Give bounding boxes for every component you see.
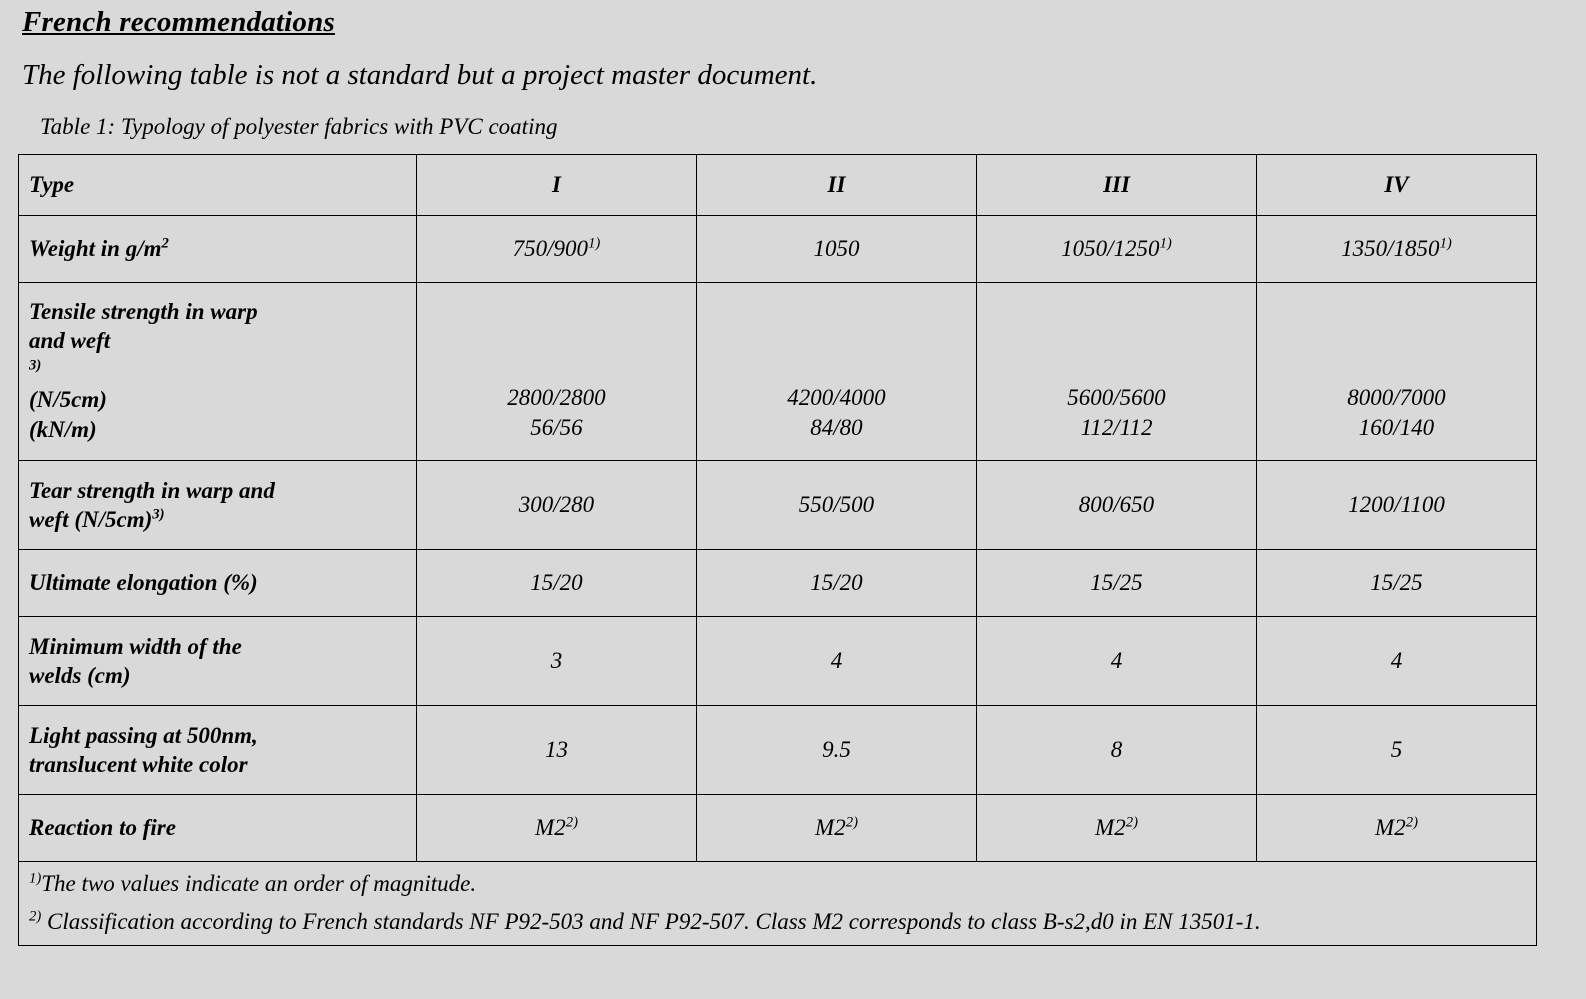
table-row (19, 617, 1537, 706)
cell-text: M2 (535, 815, 566, 841)
cell-sup: 1) (1159, 235, 1172, 252)
cell-text: M2 (1375, 815, 1406, 841)
cell-sup: 2) (845, 814, 858, 831)
table-row (19, 283, 1537, 461)
row-label-weight-text: Weight in g/m (29, 236, 162, 262)
cell-light-ii: 9.5 (697, 706, 977, 795)
table-footnotes (19, 862, 1537, 946)
cell-weight-ii (697, 216, 977, 283)
cell-text: 750/900 (512, 236, 589, 262)
footnote-marker: 1) (29, 870, 42, 887)
cell-sup: 1) (1439, 235, 1452, 252)
table-row (19, 216, 1537, 283)
table-row (19, 706, 1537, 795)
cell-line: 112/112 (1080, 414, 1153, 440)
cell-line: 2800/2800 (507, 385, 606, 411)
cell-sup: 2) (1125, 814, 1138, 831)
row-label-sup: 3) (29, 357, 42, 374)
column-header-iv: IV (1257, 155, 1537, 216)
cell-tensile-iii (977, 283, 1257, 461)
row-label-weight-sup: 2 (161, 235, 169, 252)
cell-elongation-i: 15/20 (417, 550, 697, 617)
cell-sup: 1) (588, 235, 601, 252)
cell-text: 1350/1850 (1341, 236, 1440, 262)
cell-line: 84/80 (810, 414, 863, 440)
row-label-line: Minimum width of the (29, 633, 242, 659)
cell-light-i: 13 (417, 706, 697, 795)
cell-weld-ii: 4 (697, 617, 977, 706)
cell-fire-iv (1257, 795, 1537, 862)
cell-tear-iv: 1200/1100 (1257, 461, 1537, 550)
row-label-tear-strength (19, 461, 417, 550)
cell-elongation-iii: 15/25 (977, 550, 1257, 617)
cell-text: M2 (1095, 815, 1126, 841)
cell-elongation-iv: 15/25 (1257, 550, 1537, 617)
footnote-text: Classification according to French standards NF P92-503 and NF P92-507. Class M2 corresponds to class B-s2,d0 in EN 13501-1. (41, 909, 1261, 935)
footnote-2 (29, 907, 1526, 937)
cell-line: 8000/7000 (1347, 385, 1446, 411)
intro-paragraph: The following table is not a standard but a project master document. (22, 59, 818, 91)
cell-line: 160/140 (1358, 414, 1435, 440)
cell-tear-iii: 800/650 (977, 461, 1257, 550)
cell-light-iv: 5 (1257, 706, 1537, 795)
cell-fire-ii (697, 795, 977, 862)
table-row (19, 795, 1537, 862)
table-row (19, 461, 1537, 550)
row-label-line: (kN/m) (29, 416, 97, 442)
cell-tensile-i (417, 283, 697, 461)
row-label-reaction-to-fire: Reaction to fire (19, 795, 417, 862)
row-label-line: translucent white color (29, 752, 248, 777)
row-label-tensile-strength (19, 283, 417, 461)
cell-weight-iii (977, 216, 1257, 283)
cell-weld-iii: 4 (977, 617, 1257, 706)
cell-weld-i: 3 (417, 617, 697, 706)
cell-line: 5600/5600 (1067, 385, 1166, 411)
cell-tear-ii: 550/500 (697, 461, 977, 550)
cell-weight-iv (1257, 216, 1537, 283)
row-label-line: weft (N/5cm) (29, 507, 153, 532)
row-label-line: (N/5cm) (29, 387, 107, 413)
cell-elongation-ii: 15/20 (697, 550, 977, 617)
cell-line: 56/56 (530, 414, 583, 440)
row-label-weight (19, 216, 417, 283)
row-label-line: and weft (29, 328, 111, 354)
cell-tensile-iv (1257, 283, 1537, 461)
row-label-line: Light passing at 500nm, (29, 722, 258, 748)
table-footnotes-row (19, 862, 1537, 946)
table-caption: Table 1: Typology of polyester fabrics with PVC coating (40, 114, 558, 139)
column-header-type: Type (19, 155, 417, 216)
row-label-light-passing (19, 706, 417, 795)
cell-sup: 2) (565, 814, 578, 831)
cell-fire-i (417, 795, 697, 862)
cell-tear-i: 300/280 (417, 461, 697, 550)
table-header-row (19, 155, 1537, 216)
cell-tensile-ii (697, 283, 977, 461)
cell-sup: 2) (1405, 814, 1418, 831)
cell-fire-iii (977, 795, 1257, 862)
row-label-weld-width (19, 617, 417, 706)
footnote-text: The two values indicate an order of magnitude. (41, 871, 477, 896)
cell-weight-i (417, 216, 697, 283)
page-title: French recommendations (22, 6, 335, 38)
footnote-1 (29, 869, 1526, 899)
row-label-line-with-sup (29, 505, 406, 534)
column-header-i: I (417, 155, 697, 216)
typology-table (18, 154, 1537, 946)
cell-light-iii: 8 (977, 706, 1257, 795)
row-label-ultimate-elongation: Ultimate elongation (%) (19, 550, 417, 617)
row-label-line-with-sup (29, 326, 406, 385)
column-header-ii: II (697, 155, 977, 216)
row-label-line: Tensile strength in warp (29, 299, 258, 324)
cell-text: 1050/1250 (1061, 236, 1160, 262)
row-label-line: Tear strength in warp and (29, 477, 275, 503)
cell-text: M2 (815, 815, 846, 841)
table-row (19, 550, 1537, 617)
cell-weld-iv: 4 (1257, 617, 1537, 706)
footnote-marker: 2) (29, 908, 42, 925)
column-header-iii: III (977, 155, 1257, 216)
row-label-sup: 3) (152, 506, 165, 523)
row-label-line: welds (cm) (29, 663, 131, 688)
cell-line: 4200/4000 (787, 385, 886, 411)
cell-text: 1050 (813, 236, 860, 262)
